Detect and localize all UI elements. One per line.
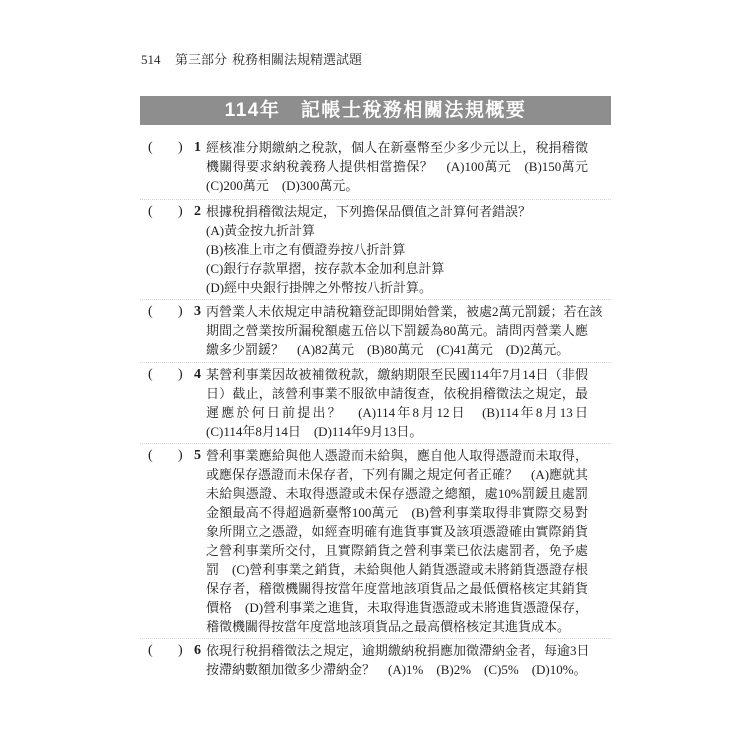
question-line: 機關得要求納稅義務人提供相當擔保？ (A)100萬元 (B)150萬元: [206, 159, 588, 174]
question-line: 根據稅捐稽徵法規定，下列擔保品價值之計算何者錯誤？: [206, 204, 532, 219]
question-line: 遲應於何日前提出？ (A)114年8月12日 (B)114年8月13日: [206, 405, 588, 420]
answer-blank-close: ): [178, 204, 183, 219]
option-line: (A)黃金按九折計算: [206, 223, 316, 238]
question-line: 期間之營業按所漏稅額處五倍以下罰鍰為80萬元。請問丙營業人應: [206, 323, 588, 338]
question-line: 稽徵機關得按當年度當地該項貨品之最高價格核定其進貨成本。: [206, 619, 571, 634]
answer-blank-close: ): [178, 140, 183, 155]
question-number: 4: [194, 367, 201, 382]
question-separator: [140, 362, 611, 363]
answer-blank-open: (: [148, 304, 153, 319]
question-number: 6: [194, 643, 201, 658]
option-line: (D)經中央銀行掛牌之外幣按八折計算。: [206, 280, 433, 295]
question-line: 營利事業應給與他人憑證而未給與，應自他人取得憑證而未取得，: [206, 448, 588, 463]
question-separator: [140, 299, 611, 300]
answer-blank-close: ): [178, 643, 183, 658]
question-number: 5: [194, 448, 201, 463]
question-text: [206, 365, 588, 441]
question-line: 依現行稅捐稽徵法之規定，逾期繳納稅捐應加徵滯納金者，每逾3日: [206, 643, 590, 658]
part-title: 稅務相關法規精選試題: [232, 52, 363, 67]
option-line: (C)銀行存款單摺，按存款本金加利息計算: [206, 261, 445, 276]
question-line: 或應保存憑證而未保存者，下列有關之規定何者正確？ (A)應就其: [206, 467, 589, 482]
page-title: 114年 記帳士稅務相關法規概要: [224, 100, 527, 121]
question-line: 金額最高不得超過新臺幣100萬元 (B)營利事業取得非實際交易對: [206, 505, 588, 520]
question-separator: [140, 199, 611, 200]
answer-blank-open: (: [148, 448, 153, 463]
question-text: [206, 302, 603, 359]
question-number: 1: [194, 140, 201, 155]
page-number: 514: [141, 52, 161, 67]
answer-blank-close: ): [178, 448, 183, 463]
question-line: 價格 (D)營利事業之進貨，未取得進貨憑證或未將進貨憑證保存，: [206, 600, 589, 615]
answer-blank-close: ): [178, 304, 183, 319]
question-line: 按滯納數額加徵多少滯納金？ (A)1% (B)2% (C)5% (D)10%。: [206, 662, 587, 677]
question-text: [206, 641, 588, 679]
question-line: 之營利事業所交付，且實際銷貨之營利事業已依法處罰者，免予處: [206, 543, 588, 558]
question-line: 象所開立之憑證，如經查明確有進貨事實及該項憑證確由實際銷貨: [206, 524, 588, 539]
question-line: 日）截止，該營利事業不服欲申請復查，依稅捐稽徵法之規定，最: [206, 386, 588, 401]
question-line: (C)114年8月14日 (D)114年9月13日。: [206, 424, 423, 439]
question-line: 繳多少罰鍰？ (A)82萬元 (B)80萬元 (C)41萬元 (D)2萬元。: [206, 342, 570, 357]
part-label: 第三部分: [175, 52, 228, 67]
question-separator: [140, 443, 611, 444]
question-line: 某營利事業因故被補徵稅款，繳納期限至民國114年7月14日（非假: [206, 367, 588, 382]
question-number: 2: [194, 204, 201, 219]
question-line: 經核准分期繳納之稅款，個人在新臺幣至少多少元以上，稅捐稽徵: [206, 140, 588, 155]
answer-blank-open: (: [148, 204, 153, 219]
question-line: 丙營業人未依規定申請稅籍登記即開始營業，被處2萬元罰鍰；若在該: [206, 304, 603, 319]
question-text: [206, 202, 588, 297]
question-line: 罰 (C)營利事業之銷貨，未給與他人銷貨憑證或未將銷貨憑證存根: [206, 562, 588, 577]
question-line: 未給與憑證、未取得憑證或未保存憑證之總額，處10%罰鍰且處罰: [206, 486, 588, 501]
question-number: 3: [194, 304, 201, 319]
answer-blank-open: (: [148, 367, 153, 382]
title-banner: [140, 96, 611, 125]
question-text: [206, 138, 588, 195]
answer-blank-close: ): [178, 367, 183, 382]
question-text: [206, 446, 588, 636]
option-line: (B)核准上市之有價證券按八折計算: [206, 242, 406, 257]
answer-blank-open: (: [148, 140, 153, 155]
answer-blank-open: (: [148, 643, 153, 658]
question-line: 保存者，稽徵機關得按當年度當地該項貨品之最低價格核定其銷貨: [206, 581, 588, 596]
question-separator: [140, 638, 611, 639]
question-line: (C)200萬元 (D)300萬元。: [206, 178, 359, 193]
